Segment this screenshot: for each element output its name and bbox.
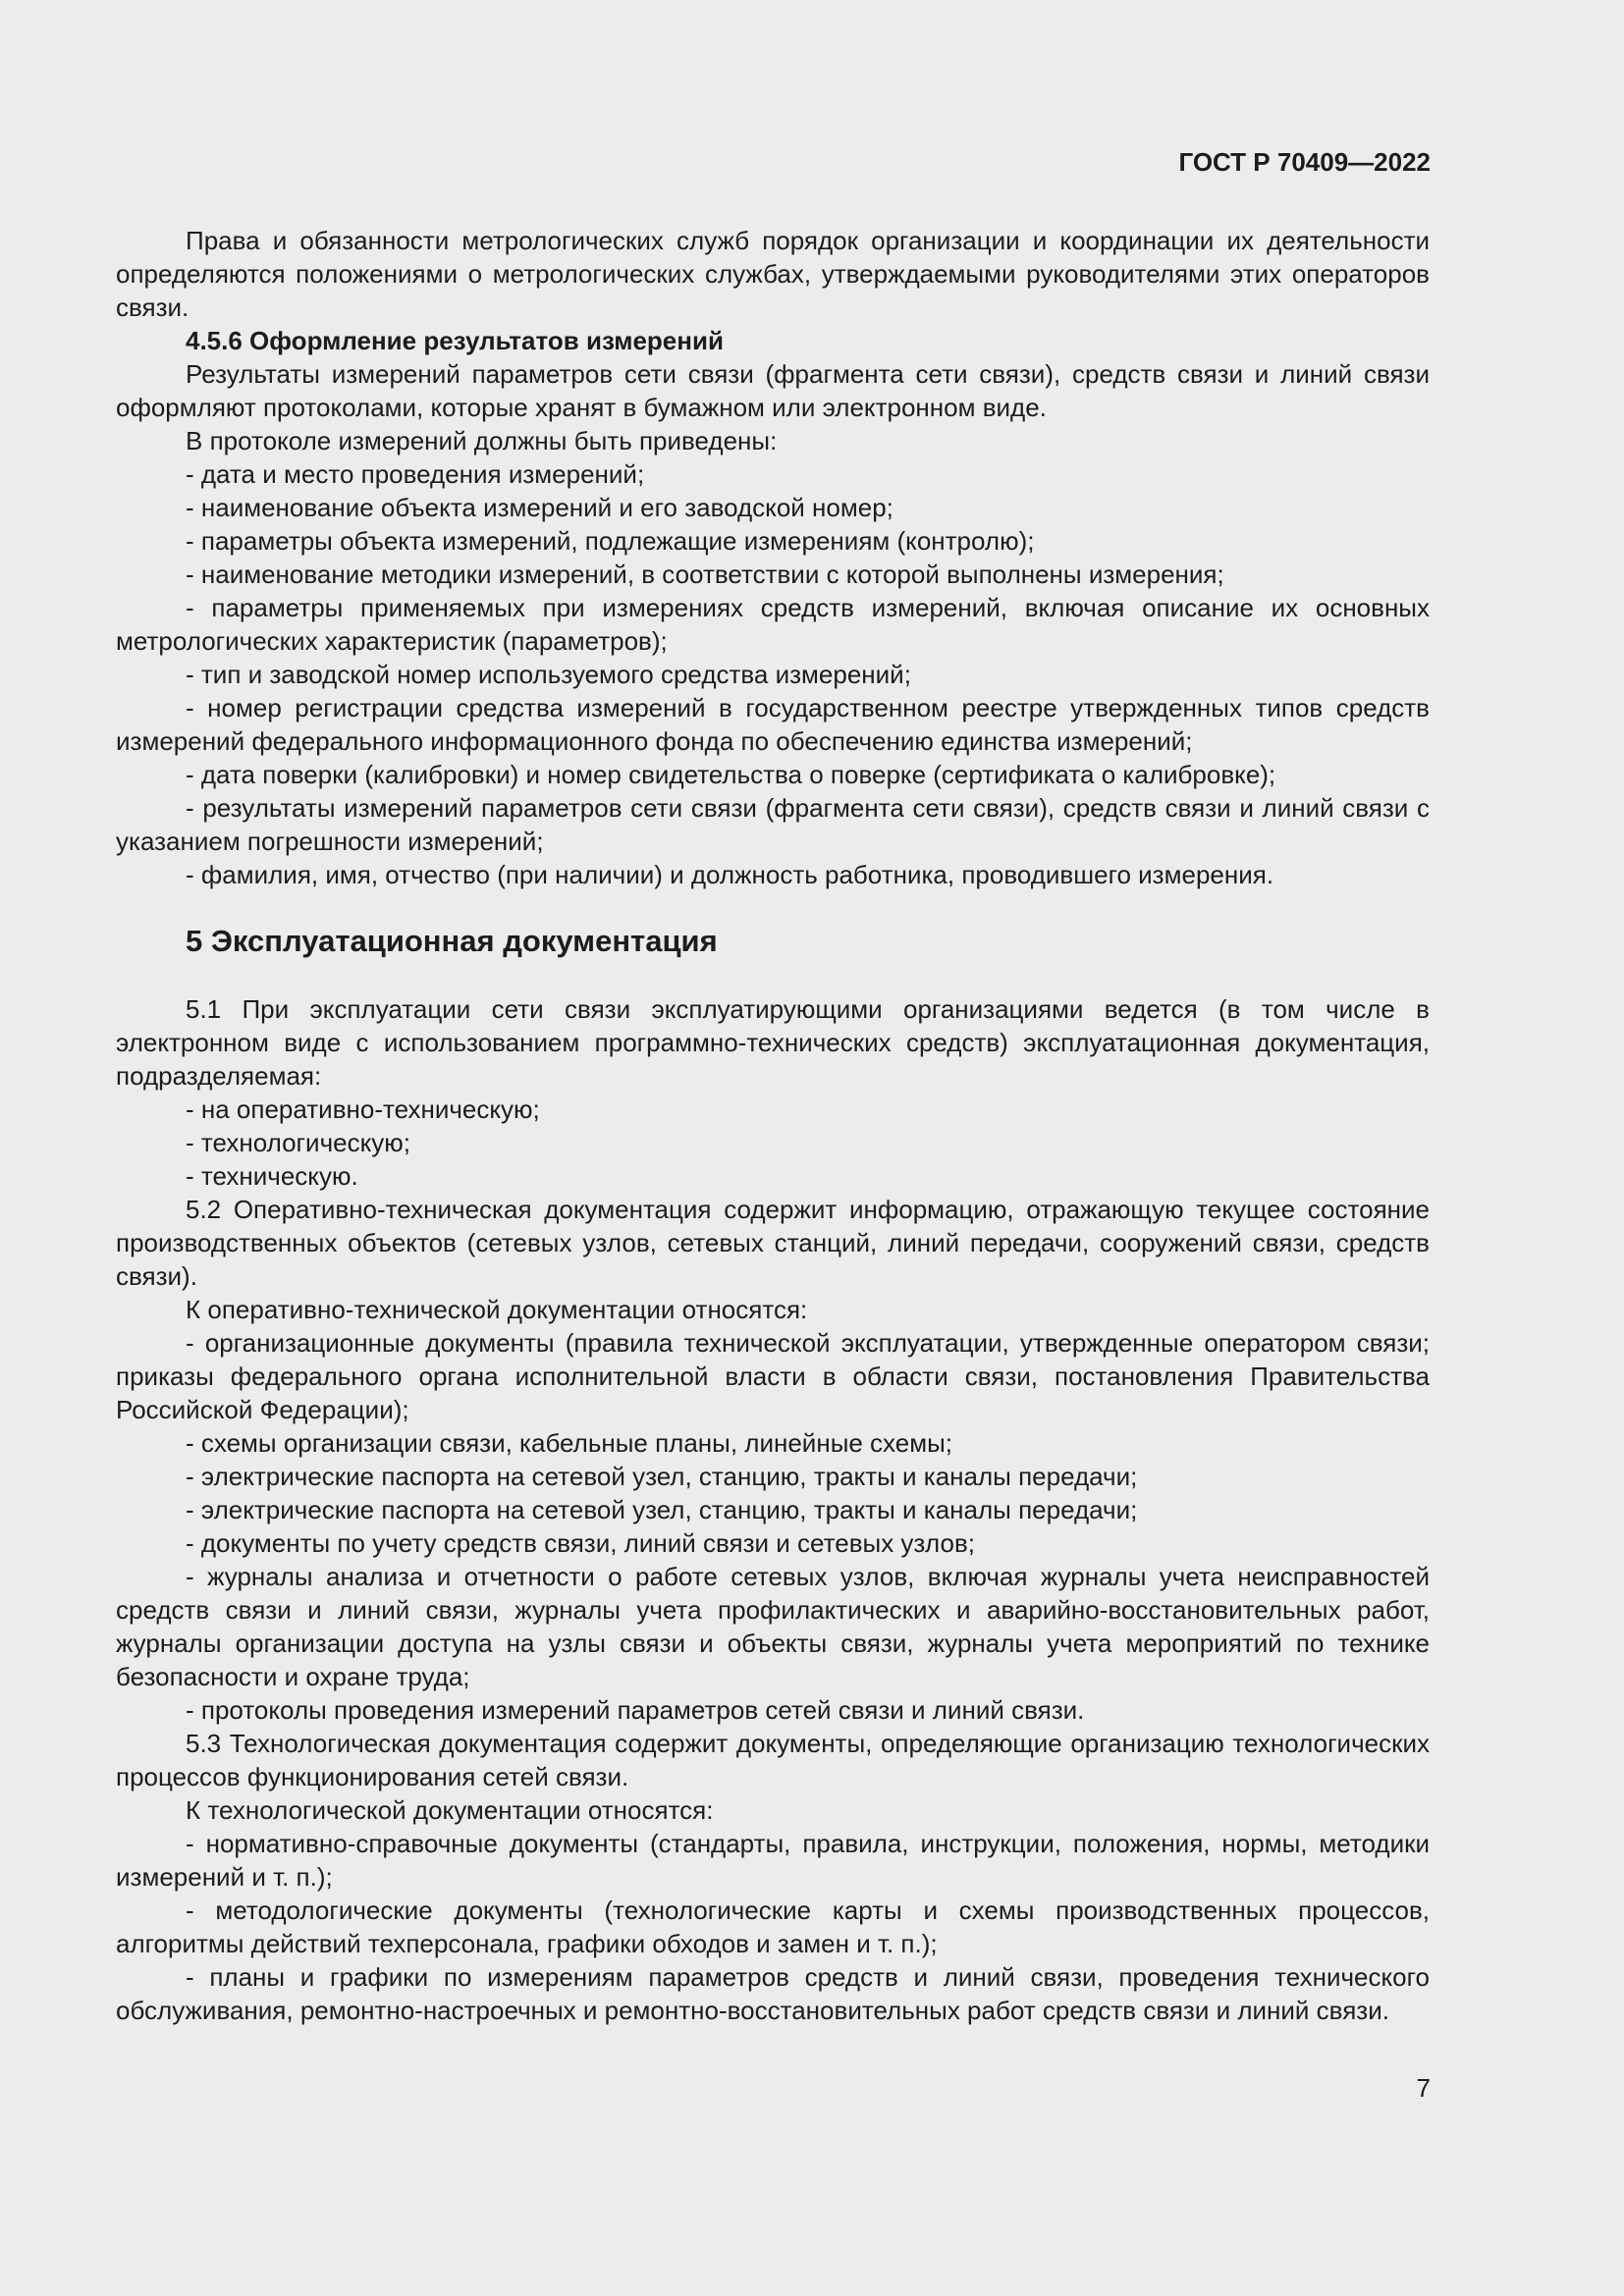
list-item: - технологическую; xyxy=(186,1128,410,1157)
list-item: - результаты измерений параметров сети связи (фрагмента сети связи), средств связи и линий связи с указанием погрешности измерений; xyxy=(116,793,1430,856)
list-item: - дата и место проведения измерений; xyxy=(186,459,645,489)
list-item: - на оперативно-техническую; xyxy=(186,1095,540,1124)
list-item: - номер регистрации средства измерений в государственном реестре утвержденных типов средств измерений федерального информационного фонда по обеспечению единства измерений; xyxy=(116,693,1430,756)
list-item: - методологические документы (технологические карты и схемы производственных процессов, алгоритмы действий техперсонала, графики обходов и замен и т. п.); xyxy=(116,1896,1430,1958)
list-item: - электрические паспорта на сетевой узел, станцию, тракты и каналы передачи; xyxy=(186,1495,1138,1524)
list-item: - наименование объекта измерений и его заводской номер; xyxy=(186,493,893,522)
list-item: - документы по учету средств связи, линий связи и сетевых узлов; xyxy=(186,1528,976,1558)
list-item: - наименование методики измерений, в соответствии с которой выполнены измерения; xyxy=(186,560,1224,589)
list-item: - параметры применяемых при измерениях средств измерений, включая описание их основных метрологических характеристик (параметров); xyxy=(116,593,1430,656)
list-item: - техническую. xyxy=(186,1161,358,1191)
list-item: - нормативно-справочные документы (стандарты, правила, инструкции, положения, нормы, методики измерений и т. п.); xyxy=(116,1829,1430,1892)
list-item: - дата поверки (калибровки) и номер свидетельства о поверке (сертификата о калибровке); xyxy=(186,760,1276,789)
paragraph: В протоколе измерений должны быть приведены: xyxy=(186,426,778,455)
paragraph-5-2: 5.2 Оперативно-техническая документация содержит информацию, отражающую текущее состояние производственных объектов (сетевых узлов, сетевых станций, линий передачи, сооружений связи, средств связи). xyxy=(116,1195,1430,1291)
list-item: - параметры объекта измерений, подлежащие измерениям (контролю); xyxy=(186,526,1035,556)
section-title-5: 5 Эксплуатационная документация xyxy=(186,924,718,958)
list-item: - электрические паспорта на сетевой узел, станцию, тракты и каналы передачи; xyxy=(186,1462,1138,1491)
list-item: - тип и заводской номер используемого средства измерений; xyxy=(186,660,911,689)
list-item: - фамилия, имя, отчество (при наличии) и должность работника, проводившего измерения. xyxy=(186,860,1274,889)
paragraph: Результаты измерений параметров сети связи (фрагмента сети связи), средств связи и линий связи оформляют протоколами, которые хранят в бумажном или электронном виде. xyxy=(116,359,1430,422)
page-number: 7 xyxy=(1416,2073,1431,2103)
list-item: - журналы анализа и отчетности о работе сетевых узлов, включая журналы учета неисправностей средств связи и линий связи, журналы учета профилактических и аварийно-восстановительных работ, журналы организации доступа на узлы связи и объекты связи, журналы учета мероприятий по технике безопасности и охране труда; xyxy=(116,1562,1430,1691)
list-item: - организационные документы (правила технической эксплуатации, утвержденные оператором связи; приказы федерального органа исполнительной власти в области связи, постановления Правительства Российской Федерации); xyxy=(116,1328,1430,1424)
subsection-heading-4-5-6: 4.5.6 Оформление результатов измерений xyxy=(186,326,724,355)
paragraph-5-1: 5.1 При эксплуатации сети связи эксплуатирующими организациями ведется (в том числе в электронном виде с использованием программно-технических средств) эксплуатационная документация, подразделяемая: xyxy=(116,994,1430,1091)
paragraph: К технологической документации относятся: xyxy=(186,1795,714,1825)
intro-paragraph: Права и обязанности метрологических служб порядок организации и координации их деятельности определяются положениями о метрологических службах, утверждаемыми руководителями этих операторов связи. xyxy=(116,226,1430,322)
list-item: - схемы организации связи, кабельные планы, линейные схемы; xyxy=(186,1428,953,1458)
paragraph: К оперативно-технической документации относятся: xyxy=(186,1295,808,1324)
document-code: ГОСТ Р 70409—2022 xyxy=(1178,147,1431,177)
paragraph-5-3: 5.3 Технологическая документация содержит документы, определяющие организацию технологических процессов функционирования сетей связи. xyxy=(116,1729,1430,1791)
document-body xyxy=(116,224,1430,2027)
list-item: - протоколы проведения измерений параметров сетей связи и линий связи. xyxy=(186,1695,1085,1725)
list-item: - планы и графики по измерениям параметров средств и линий связи, проведения технического обслуживания, ремонтно-настроечных и ремонтно-восстановительных работ средств связи и линий связи. xyxy=(116,1962,1430,2025)
